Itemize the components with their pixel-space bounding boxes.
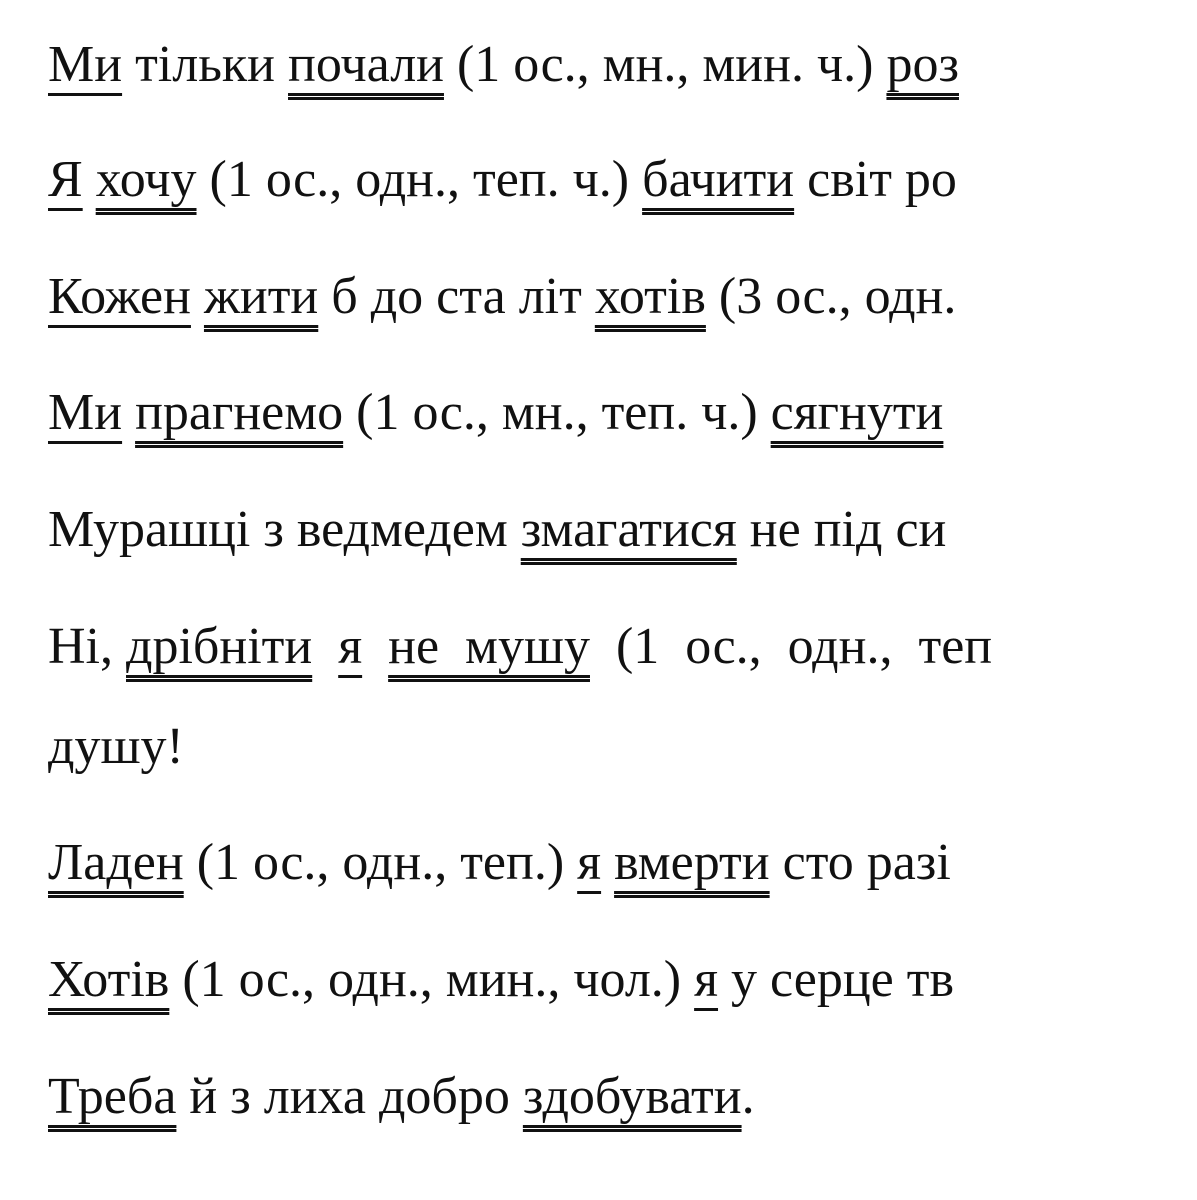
plain-text: [191, 268, 204, 325]
sentence-line-5: [48, 495, 1148, 565]
plain-text: (1 ос., мн., мин. ч.): [443, 36, 887, 93]
predicate-word: здобувати: [522, 1068, 742, 1125]
plain-text: [122, 384, 135, 441]
predicate-word: хочу: [95, 151, 197, 208]
predicate-word: Ладен: [48, 834, 184, 891]
plain-text: (1 ос., одн., мин., чол.): [169, 951, 695, 1008]
sentence-line-6: [48, 612, 1148, 682]
plain-text: тільки: [122, 36, 289, 93]
plain-text: .: [741, 1068, 755, 1125]
subject-word: Я: [48, 151, 83, 208]
subject-word: Ми: [48, 384, 123, 441]
predicate-word: жити: [203, 268, 319, 325]
plain-text: (1 ос., одн., теп.): [183, 834, 578, 891]
sentence-line-1: [48, 30, 1148, 100]
plain-text: (3 ос., одн.: [705, 268, 957, 325]
plain-text: (1 ос., одн., теп: [589, 618, 993, 675]
subject-word: я: [694, 951, 719, 1008]
plain-text: душу!: [48, 718, 184, 775]
predicate-word: змагатися: [520, 501, 737, 558]
predicate-word: бачити: [642, 151, 795, 208]
subject-word: я: [338, 618, 363, 675]
sentence-line-7: [48, 828, 1148, 898]
plain-text: Ні,: [48, 618, 126, 675]
plain-text: (1 ос., одн., теп. ч.): [196, 151, 643, 208]
plain-text: й з лиха добро: [176, 1068, 523, 1125]
predicate-word: дрібніти: [126, 618, 313, 675]
plain-text: Мурашці з ведмедем: [48, 501, 521, 558]
predicate-word: сягнути: [770, 384, 944, 441]
sentence-line-4: [48, 378, 1148, 448]
predicate-word: хотів: [594, 268, 706, 325]
sentence-line-6-continuation: [48, 712, 1148, 782]
sentence-line-8: [48, 945, 1148, 1015]
plain-text: не під си: [736, 501, 947, 558]
predicate-word: Хотів: [48, 951, 170, 1008]
plain-text: світ ро: [794, 151, 957, 208]
predicate-word: вмерти: [614, 834, 770, 891]
predicate-word: прагнемо: [135, 384, 344, 441]
subject-word: Ми: [48, 36, 123, 93]
plain-text: у серце тв: [718, 951, 955, 1008]
plain-text: сто разі: [769, 834, 951, 891]
sentence-line-3: [48, 262, 1148, 332]
plain-text: б до ста літ: [318, 268, 595, 325]
plain-text: [362, 618, 388, 675]
plain-text: [312, 618, 338, 675]
predicate-word: роз: [886, 36, 959, 93]
subject-word: Кожен: [48, 268, 191, 325]
subject-word: я: [577, 834, 602, 891]
plain-text: [83, 151, 96, 208]
predicate-word: не мушу: [388, 618, 590, 675]
sentence-line-2: [48, 145, 1148, 215]
predicate-word: Треба: [48, 1068, 177, 1125]
plain-text: (1 ос., мн., теп. ч.): [343, 384, 771, 441]
plain-text: [601, 834, 614, 891]
sentence-line-9: [48, 1062, 1148, 1132]
predicate-word: почали: [288, 36, 444, 93]
